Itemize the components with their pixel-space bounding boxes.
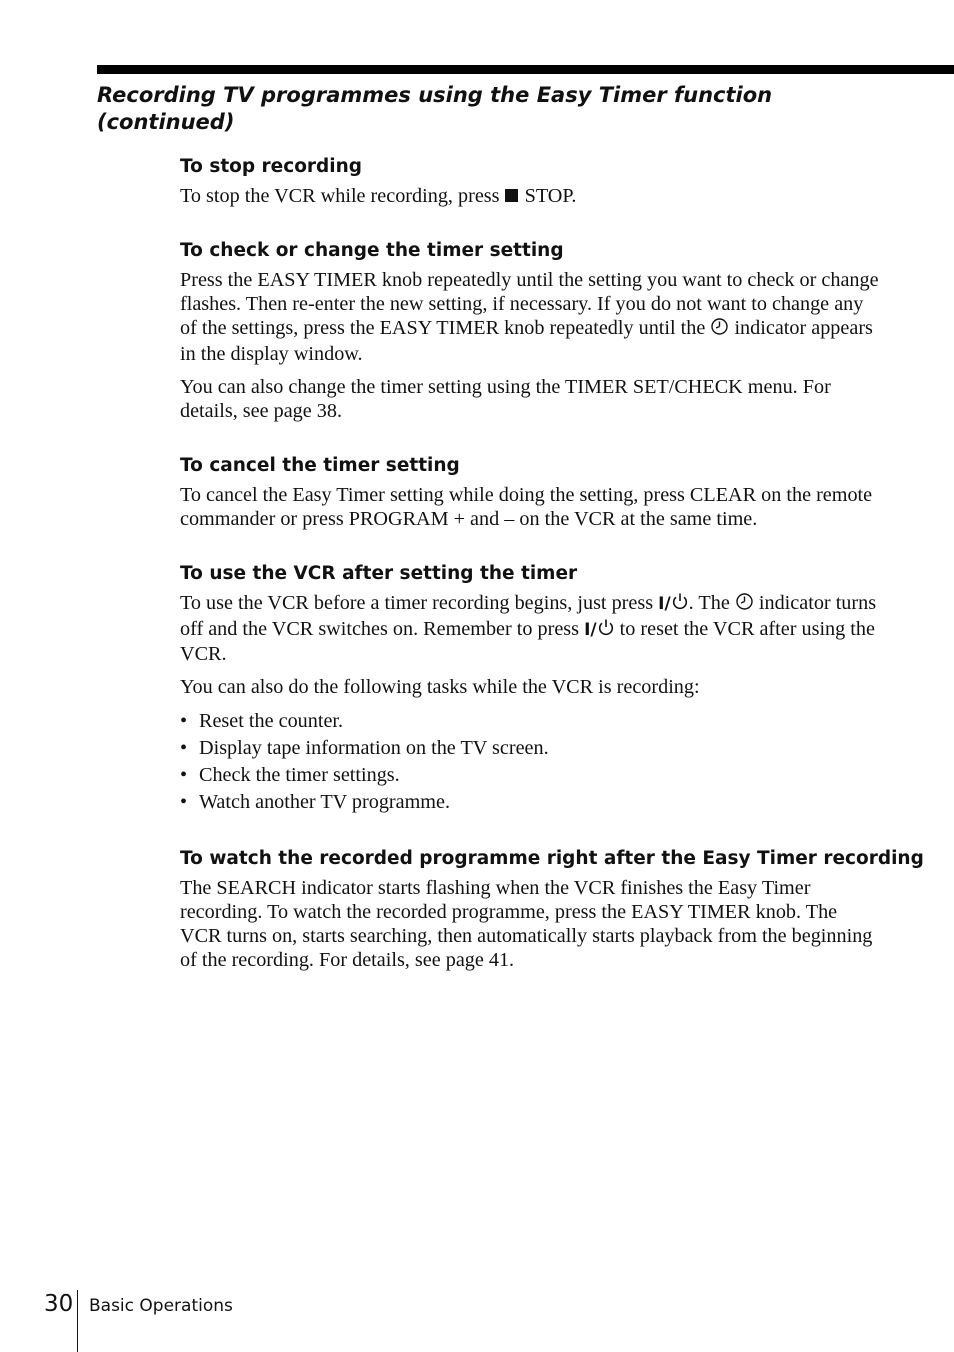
power-standby-icon (658, 594, 689, 614)
bullet-marker: • (180, 710, 188, 732)
section-paragraph: You can also change the timer setting using the TIMER SET/CHECK menu. For details, see page 38. (180, 376, 831, 422)
text-run: STOP. (524, 185, 577, 207)
section-heading: To stop recording (180, 156, 363, 177)
section-stop-recording (180, 155, 880, 208)
list-item-text: Watch another TV programme. (199, 791, 451, 813)
list-item (180, 762, 880, 789)
header-rule (97, 65, 954, 74)
footer-section-label: Basic Operations (89, 1296, 233, 1316)
section-cancel-timer (180, 454, 880, 531)
section-check-timer (180, 239, 880, 423)
footer-divider (77, 1290, 78, 1352)
text-run: Press the EASY TIMER knob repeatedly until the setting you want to check or change flashes. Then re-enter the new setting, if necessary. If you do not want to change any of the settings, press the EASY TIMER knob repeatedly until the (180, 269, 879, 339)
bullet-marker: • (180, 764, 188, 786)
section-paragraph (180, 268, 880, 366)
section-use-vcr (180, 562, 880, 816)
section-heading: To cancel the timer setting (180, 455, 460, 476)
page-title-line-2: (continued) (97, 110, 235, 134)
list-item (180, 735, 880, 762)
power-symbol-text: I/ (584, 620, 597, 640)
section-heading: To use the VCR after setting the timer (180, 563, 578, 584)
section-paragraph: The SEARCH indicator starts flashing when the VCR finishes the Easy Timer recording. To watch the recorded programme, press the EASY TIMER knob. The VCR turns on, starts searching, then automatically starts playback from the beginning of the recording. For details, see page 41. (180, 877, 873, 971)
section-watch-recording (180, 847, 924, 972)
text-run: indicator appears in the display window. (180, 317, 873, 365)
section-heading: To watch the recorded programme right after the Easy Timer recording (180, 848, 924, 869)
list-item-text: Reset the counter. (199, 710, 344, 732)
bullet-marker: • (180, 791, 188, 813)
clock-timer-icon (735, 592, 754, 617)
section-heading: To check or change the timer setting (180, 240, 564, 261)
power-symbol-text: I/ (658, 594, 671, 614)
text-run: to reset the VCR after using the VCR. (180, 618, 875, 665)
main-content (180, 155, 924, 981)
list-item-text: Display tape information on the TV screen. (199, 737, 549, 759)
text-run: indicator turns off and the VCR switches on. Remember to press (180, 592, 877, 640)
section-paragraph (180, 591, 880, 666)
section-paragraph: To cancel the Easy Timer setting while doing the setting, press CLEAR on the remote commander or press PROGRAM + and – on the VCR at the same time. (180, 484, 873, 530)
bullet-marker: • (180, 737, 188, 759)
section-paragraph: You can also do the following tasks while the VCR is recording: (180, 676, 700, 698)
text-run: To stop the VCR while recording, press (180, 185, 500, 207)
list-item (180, 789, 880, 816)
clock-timer-icon (710, 317, 729, 342)
stop-square-icon (505, 189, 518, 202)
power-standby-icon (584, 620, 615, 640)
page-title-line-1: Recording TV programmes using the Easy Timer function (97, 83, 773, 107)
page-number: 30 (44, 1291, 74, 1317)
list-item (180, 708, 880, 735)
task-list (180, 708, 880, 816)
text-run: To use the VCR before a timer recording begins, just press (180, 592, 654, 614)
page-title (97, 82, 857, 136)
text-run: . The (688, 592, 730, 614)
section-paragraph (180, 184, 880, 208)
list-item-text: Check the timer settings. (199, 764, 400, 786)
